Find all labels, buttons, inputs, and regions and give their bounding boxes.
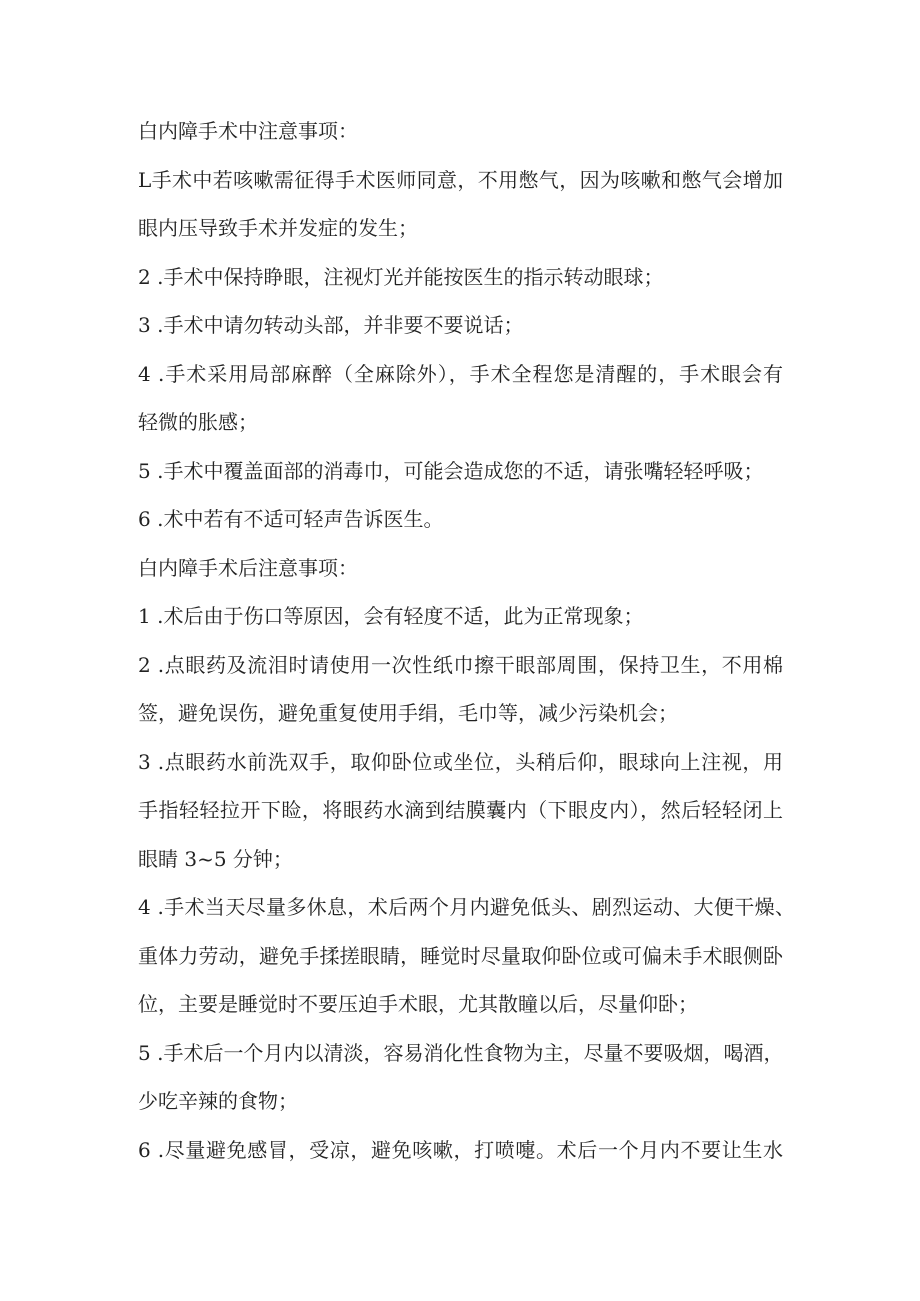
list-item xyxy=(138,641,783,738)
text-line: L手术中若咳嗽需征得手术医师同意，不用憋气，因为咳嗽和憋气会增加 xyxy=(138,167,783,192)
section-heading: 白内障手术后注意事项： xyxy=(138,555,358,580)
text-line: 手指轻轻拉开下睑，将眼药水滴到结膜囊内（下眼皮内），然后轻轻闭上 xyxy=(138,798,783,822)
text-line: 5 .手术后一个月内以清淡，容易消化性食物为主，尽量不要吸烟，喝酒， xyxy=(138,1040,784,1065)
list-item xyxy=(138,592,783,641)
list-item xyxy=(138,350,783,447)
section-after-surgery xyxy=(138,544,795,1175)
list-item xyxy=(138,253,783,302)
text-line: 4 .手术采用局部麻醉（全麻除外），手术全程您是清醒的，手术眼会有 xyxy=(138,361,783,386)
text-line: 眼内压导致手术并发症的发生； xyxy=(138,216,418,240)
text-line: 6 .尽量避免感冒，受凉，避免咳嗽，打喷嚏。术后一个月内不要让生水 xyxy=(138,1137,783,1162)
text-line: 位，主要是睡觉时不要压迫手术眼，尤其散瞳以后，尽量仰卧； xyxy=(138,992,698,1016)
section-during-surgery xyxy=(138,107,783,544)
text-line: 5 .手术中覆盖面部的消毒巾，可能会造成您的不适，请张嘴轻轻呼吸； xyxy=(138,458,764,483)
text-line: 眼睛 3~5 分钟； xyxy=(138,846,293,871)
text-line: 4 .手术当天尽量多休息，术后两个月内避免低头、剧烈运动、大便干燥、 xyxy=(138,895,795,919)
text-line: 签，避免误伤，避免重复使用手绢，毛巾等，减少污染机会； xyxy=(138,701,678,725)
section-heading: 白内障手术中注意事项： xyxy=(138,119,358,143)
list-item xyxy=(138,1029,783,1126)
text-line: 2 .手术中保持睁眼，注视灯光并能按医生的指示转动眼球； xyxy=(138,264,664,289)
list-item xyxy=(138,738,783,884)
list-item xyxy=(138,301,783,350)
text-line: 2 .点眼药及流泪时请使用一次性纸巾擦干眼部周围，保持卫生，不用棉 xyxy=(138,652,783,677)
text-line: 轻微的胀感； xyxy=(138,410,258,434)
list-item xyxy=(138,1126,783,1175)
list-item xyxy=(138,447,783,496)
list-item xyxy=(138,883,795,1029)
text-line: 1 .术后由于伤口等原因，会有轻度不适，此为正常现象； xyxy=(138,604,644,628)
list-item xyxy=(138,495,783,544)
text-line: 少吃辛辣的食物； xyxy=(138,1089,298,1113)
text-line: 重体力劳动，避免手揉搓眼睛，睡觉时尽量取仰卧位或可偏未手术眼侧卧 xyxy=(138,943,783,968)
text-line: 3 .点眼药水前洗双手，取仰卧位或坐位，头稍后仰，眼球向上注视，用 xyxy=(138,749,783,774)
text-line: 3 .手术中请勿转动头部，并非要不要说话； xyxy=(138,313,524,337)
document-body xyxy=(138,107,795,1174)
text-line: 6 .术中若有不适可轻声告诉医生。 xyxy=(138,507,444,531)
list-item xyxy=(138,156,783,253)
